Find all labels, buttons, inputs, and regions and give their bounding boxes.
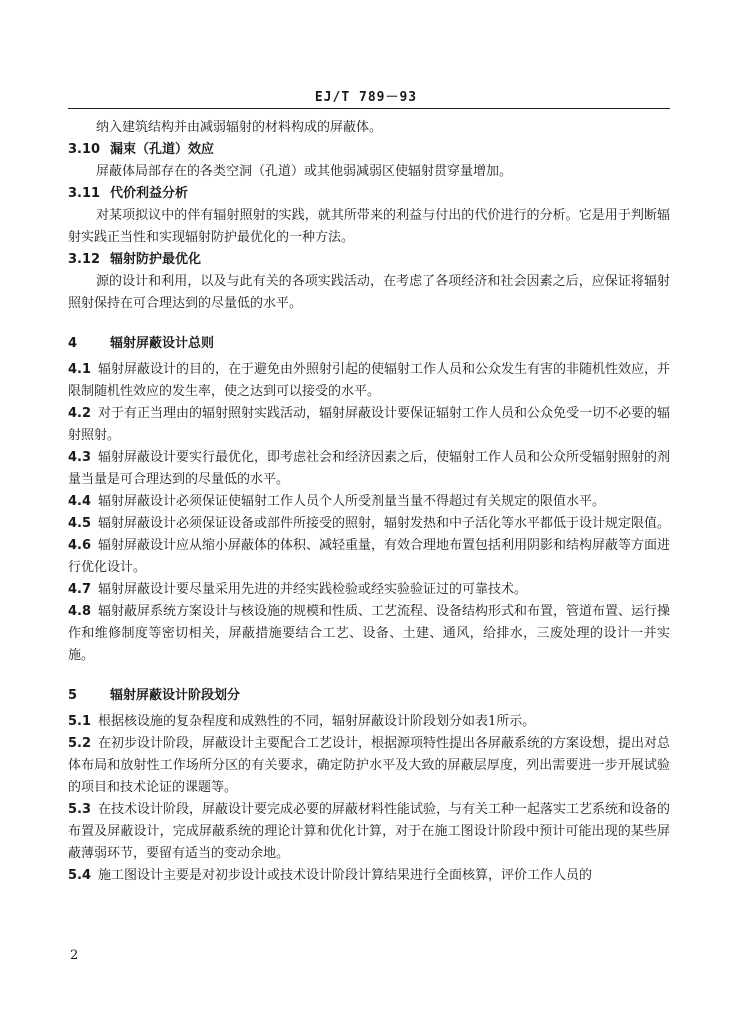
- clause-4-3: [68, 447, 670, 491]
- clause-4-4: [68, 491, 670, 513]
- clause-number: 4.3: [68, 450, 92, 465]
- section-title: 辐射屏蔽设计阶段划分: [110, 688, 241, 703]
- clause-number: 4.7: [68, 582, 92, 597]
- clause-number: 5.3: [68, 802, 92, 817]
- header-rule: [68, 108, 670, 109]
- clause-number: 4.6: [68, 538, 92, 553]
- page-number: 2: [70, 948, 79, 963]
- clause-text: 辐射屏蔽设计必须保证设备或部件所接受的照射，辐射发热和中子活化等水平都低于设计规定限值。: [98, 516, 671, 531]
- clause-5-1: [68, 711, 670, 733]
- clause-text: 辐射屏蔽设计要实行最优化，即考虑社会和经济因素之后，使辐射工作人员和公众所受辐射照射的剂量当量是可合理达到的尽量低的水平。: [68, 450, 671, 487]
- clause-4-6: [68, 535, 670, 579]
- clause-text: 辐射屏蔽设计要尽量采用先进的并经实践检验或经实验验证过的可靠技术。: [98, 582, 528, 597]
- clause-text: 辐射蔽屏系统方案设计与核设施的规模和性质、工艺流程、设备结构形式和布置，管道布置、运行操作和维修制度等密切相关，屏蔽措施要结合工艺、设备、土建、通风，给排水，三废处理的设计一并实施。: [68, 604, 671, 663]
- definition-3-10: [68, 139, 670, 183]
- clause-text: 辐射屏蔽设计的目的，在于避免由外照射引起的使辐射工作人员和公众发生有害的非随机性效应，并限制随机性效应的发生率，使之达到可以接受的水平。: [68, 362, 671, 399]
- page-content: [68, 117, 670, 887]
- definition-title: 代价利益分析: [110, 186, 189, 201]
- definition-number: 3.10: [68, 142, 101, 157]
- clause-number: 4.5: [68, 516, 92, 531]
- definition-body: 屏蔽体局部存在的各类空洞（孔道）或其他弱减弱区使辐射贯穿量增加。: [96, 164, 513, 179]
- clause-4-8: [68, 601, 670, 667]
- section-4-heading: [68, 333, 670, 355]
- clause-number: 5.2: [68, 736, 92, 751]
- clause-5-2: [68, 733, 670, 799]
- clause-4-5: [68, 513, 670, 535]
- section-number: 5: [68, 688, 78, 703]
- definition-body: 对某项拟议中的伴有辐射照射的实践，就其所带来的利益与付出的代价进行的分析。它是用于判断辐射实践正当性和实现辐射防护最优化的一种方法。: [68, 208, 670, 245]
- clause-number: 5.4: [68, 868, 92, 883]
- definition-number: 3.12: [68, 252, 101, 267]
- section-title: 辐射屏蔽设计总则: [110, 336, 215, 351]
- clause-5-3: [68, 799, 670, 865]
- definition-number: 3.11: [68, 186, 101, 201]
- definition-3-11: [68, 183, 670, 249]
- clause-number: 4.1: [68, 362, 92, 377]
- definition-title: 辐射防护最优化: [110, 252, 202, 267]
- clause-text: 在初步设计阶段，屏蔽设计主要配合工艺设计，根据源项特性提出各屏蔽系统的方案设想，提出对总体布局和放射性工作场所分区的有关要求，确定防护水平及大致的屏蔽层厚度，列出需要进一步开展试验的项目和技术论证的课题等。: [68, 736, 671, 795]
- clause-text: 施工图设计主要是对初步设计或技术设计阶段计算结果进行全面核算，评价工作人员的: [98, 868, 593, 883]
- intro-line: 纳入建筑结构并由减弱辐射的材料构成的屏蔽体。: [96, 120, 383, 135]
- clause-text: 辐射屏蔽设计必须保证使辐射工作人员个人所受剂量当量不得超过有关规定的限值水平。: [98, 494, 606, 509]
- clause-4-7: [68, 579, 670, 601]
- clause-4-2: [68, 403, 670, 447]
- definition-3-12: [68, 249, 670, 315]
- clause-5-4: [68, 865, 670, 887]
- clause-4-1: [68, 359, 670, 403]
- clause-number: 4.2: [68, 406, 92, 421]
- clause-number: 4.4: [68, 494, 92, 509]
- clause-text: 在技术设计阶段，屏蔽设计要完成必要的屏蔽材料性能试验，与有关工种一起落实工艺系统和设备的布置及屏蔽设计，完成屏蔽系统的理论计算和优化计算，对于在施工图设计阶段中预计可能出现的某些屏蔽薄弱环节，要留有适当的变动余地。: [68, 802, 671, 861]
- clause-number: 5.1: [68, 714, 92, 729]
- clause-number: 4.8: [68, 604, 92, 619]
- section-5-heading: [68, 685, 670, 707]
- section-number: 4: [68, 336, 78, 351]
- clause-text: 辐射屏蔽设计应从缩小屏蔽体的体积、减轻重量，有效合理地布置包括利用阴影和结构屏蔽等方面进行优化设计。: [68, 538, 671, 575]
- document-code-header: EJ/T 789－93: [314, 90, 418, 105]
- definition-body: 源的设计和利用，以及与此有关的各项实践活动，在考虑了各项经济和社会因素之后，应保证将辐射照射保持在可合理达到的尽量低的水平。: [68, 274, 670, 311]
- definition-title: 漏束（孔道）效应: [110, 142, 215, 157]
- clause-text: 对于有正当理由的辐射照射实践活动，辐射屏蔽设计要保证辐射工作人员和公众免受一切不必要的辐射照射。: [68, 406, 671, 443]
- clause-text: 根据核设施的复杂程度和成熟性的不同，辐射屏蔽设计阶段划分如表1所示。: [98, 714, 536, 729]
